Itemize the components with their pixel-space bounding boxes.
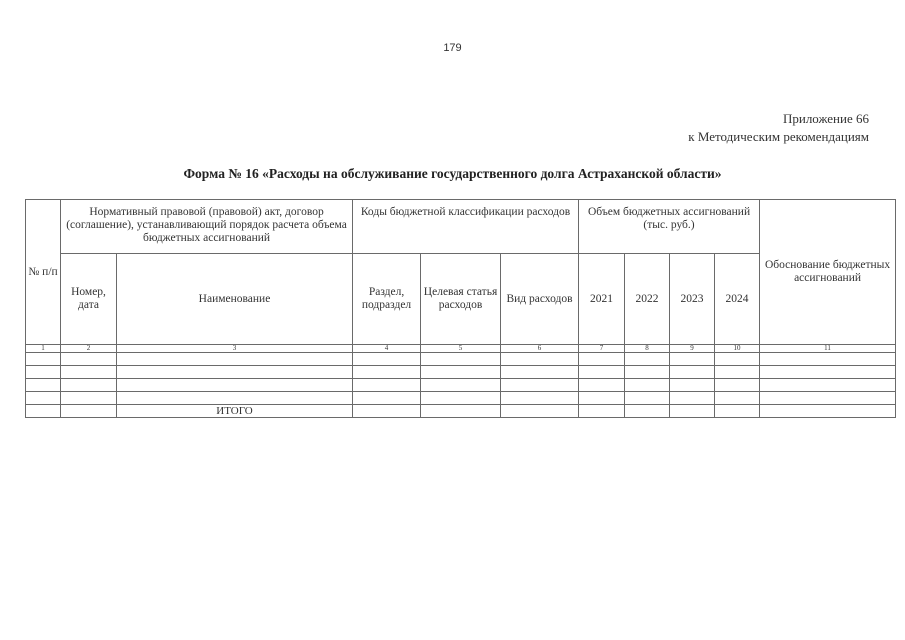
header-target-article: Целевая статья расходов (421, 254, 501, 345)
header-number-date: Номер, дата (61, 254, 117, 345)
col-num-8: 8 (625, 345, 670, 353)
header-row-1 (26, 200, 896, 254)
page-number: 179 (443, 42, 462, 54)
form-title: Форма № 16 «Расходы на обслуживание государственного долга Астраханской области» (183, 166, 722, 181)
header-expense-type: Вид расходов (501, 254, 579, 345)
col-num-11: 11 (760, 345, 896, 353)
table-row (26, 353, 896, 366)
col-num-4: 4 (353, 345, 421, 353)
col-num-10: 10 (715, 345, 760, 353)
col-num-1: 1 (26, 345, 61, 353)
header-section: Раздел, подраздел (353, 254, 421, 345)
budget-form-table (25, 199, 896, 418)
column-numbers-row (26, 345, 896, 353)
header-num: № п/п (26, 200, 61, 345)
header-year-2021: 2021 (579, 254, 625, 345)
header-legal-act: Нормативный правовой (правовой) акт, договор (соглашение), устанавливающий порядок расчета объема бюджетных ассигнований (61, 200, 353, 254)
total-label: ИТОГО (117, 405, 353, 418)
header-year-2023: 2023 (670, 254, 715, 345)
table-row (26, 379, 896, 392)
col-num-9: 9 (670, 345, 715, 353)
header-name: Наименование (117, 254, 353, 345)
header-year-2022: 2022 (625, 254, 670, 345)
col-num-5: 5 (421, 345, 501, 353)
header-year-2024: 2024 (715, 254, 760, 345)
col-num-6: 6 (501, 345, 579, 353)
appendix-line-2: к Методическим рекомендациям (688, 129, 869, 144)
col-num-7: 7 (579, 345, 625, 353)
table-row (26, 392, 896, 405)
header-justification: Обоснование бюджетных ассигнований (760, 200, 896, 345)
table-row (26, 366, 896, 379)
total-row (26, 405, 896, 418)
appendix-note (688, 110, 869, 146)
header-budget-volume: Объем бюджетных ассигнований (тыс. руб.) (579, 200, 760, 254)
appendix-line-1: Приложение 66 (782, 111, 869, 126)
col-num-2: 2 (61, 345, 117, 353)
header-budget-codes: Коды бюджетной классификации расходов (353, 200, 579, 254)
col-num-3: 3 (117, 345, 353, 353)
